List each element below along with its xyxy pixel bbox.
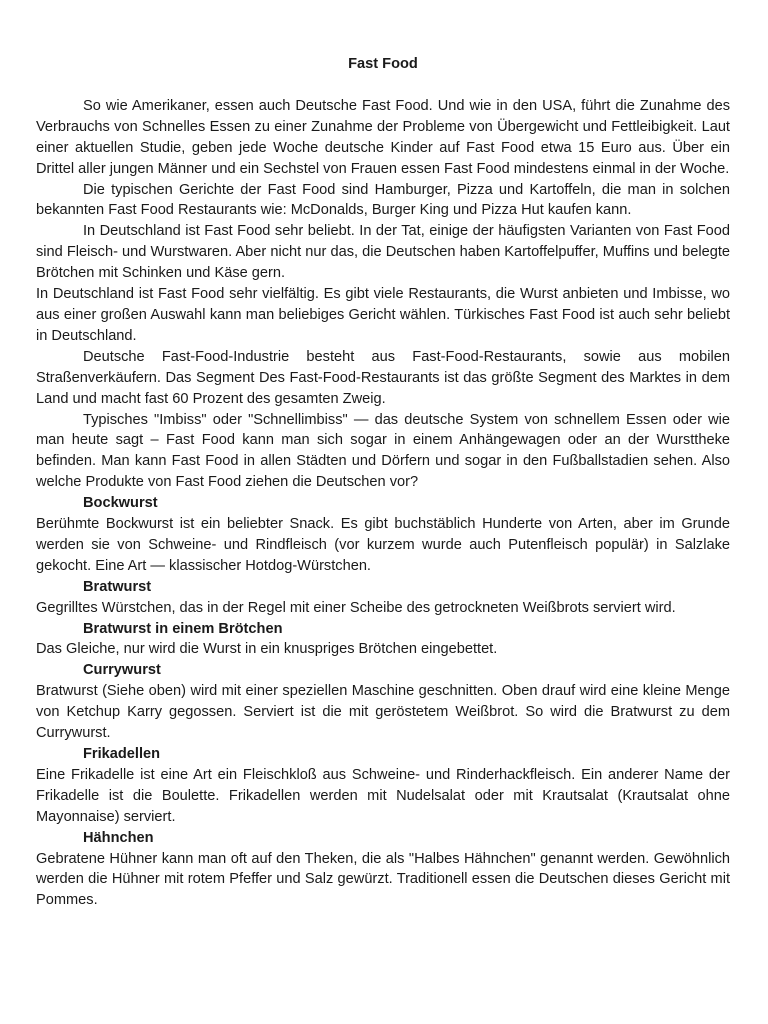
typical-dishes-paragraph: Die typischen Gerichte der Fast Food sind Hamburger, Pizza und Kartoffeln, die man in solchen bekannten Fast Food Restaurants wie: McDonalds, Burger King und Pizza Hut kaufen kann.: [36, 181, 730, 219]
industry-paragraph: Deutsche Fast-Food-Industrie besteht aus Fast-Food-Restaurants, sowie aus mobilen Straßenverkäufern. Das Segment Des Fast-Food-Restaurants ist das größte Segment des Marktes in dem Land und macht fast 60 Prozent des gesamten Zweig.: [36, 348, 730, 407]
variety-paragraph: In Deutschland ist Fast Food sehr vielfältig. Es gibt viele Restaurants, die Wurst anbieten und Imbisse, wo aus einer großen Auswahl kann man beliebiges Gericht wählen. Türkisches Fast Food ist auch sehr beliebt in Deutschland.: [36, 286, 730, 344]
section-heading-bratwurst: Bratwurst: [83, 578, 152, 595]
section-text-bratwurst: Gegrilltes Würstchen, das in der Regel mit einer Scheibe des getrockneten Weißbrots serviert wird.: [36, 599, 676, 616]
section-heading-haehnchen: Hähnchen: [83, 829, 154, 846]
section-heading-currywurst: Currywurst: [83, 662, 161, 679]
popularity-paragraph: In Deutschland ist Fast Food sehr beliebt. In der Tat, einige der häufigsten Varianten von Fast Food sind Fleisch- und Wurstwaren. Aber nicht nur das, die Deutschen haben Kartoffelpuffer, Muffins und belegte Brötchen mit Schinken und Käse gern.: [36, 223, 730, 282]
imbiss-paragraph: Typisches "Imbiss" oder "Schnellimbiss" — das deutsche System von schnellem Essen oder wie man heute sagt – Fast Food kann man sich sogar in einem Anhängewagen oder an der Wursttheke befinden. Man kann Fast Food in allen Städten und Dörfern und sogar in den Fußballstadien sehen. Also welche Produkte von Fast Food ziehen die Deutschen vor?: [36, 411, 730, 491]
document-page: [36, 54, 730, 911]
section-text-bratwurst-broetchen: Das Gleiche, nur wird die Wurst in ein knuspriges Brötchen eingebettet.: [36, 641, 498, 658]
intro-paragraph: So wie Amerikaner, essen auch Deutsche Fast Food. Und wie in den USA, führt die Zunahme des Verbrauchs von Schnelles Essen zu einer Zunahme der Probleme von Übergewicht und Fettleibigkeit. Laut einer aktuellen Studie, geben jede Woche deutsche Kinder auf Fast Food etwa 15 Euro aus. Über ein Drittel aller jungen Männer und ein Sechstel von Frauen essen Fast Food mindestens einmal in der Woche.: [36, 97, 730, 177]
section-text-haehnchen: Gebratene Hühner kann man oft auf den Theken, die als "Halbes Hähnchen" genannt werden. Gewöhnlich werden die Hühner mit rotem Pfeffer und Salz gewürzt. Traditionell essen die Deutschen dieses Gericht mit Pommes.: [36, 850, 730, 909]
section-text-frikadellen: Eine Frikadelle ist eine Art ein Fleischkloß aus Schweine- und Rinderhackfleisch. Ein anderer Name der Frikadelle ist die Boulette. Frikadellen werden mit Nudelsalat oder mit Krautsalat (Krautsalat ohne Mayonnaise) serviert.: [36, 766, 730, 825]
section-heading-frikadellen: Frikadellen: [83, 746, 161, 762]
document-title: Fast Food: [348, 56, 418, 72]
section-heading-bratwurst-broetchen: Bratwurst in einem Brötchen: [83, 620, 283, 637]
section-heading-bockwurst: Bockwurst: [83, 495, 158, 512]
section-text-bockwurst: Berühmte Bockwurst ist ein beliebter Snack. Es gibt buchstäblich Hunderte von Arten, aber im Grunde werden sie von Schweine- und Rindfleisch (vor kurzem wurde auch Putenfleisch populär) in Salzlake gekocht. Eine Art — klassischer Hotdog-Würstchen.: [36, 516, 730, 574]
section-text-currywurst: Bratwurst (Siehe oben) wird mit einer speziellen Maschine geschnitten. Oben drauf wird eine kleine Menge von Ketchup Karry gegossen. Serviert ist die mit geröstetem Weißbrot. So wird die Bratwurst zu dem Currywurst.: [36, 683, 730, 742]
